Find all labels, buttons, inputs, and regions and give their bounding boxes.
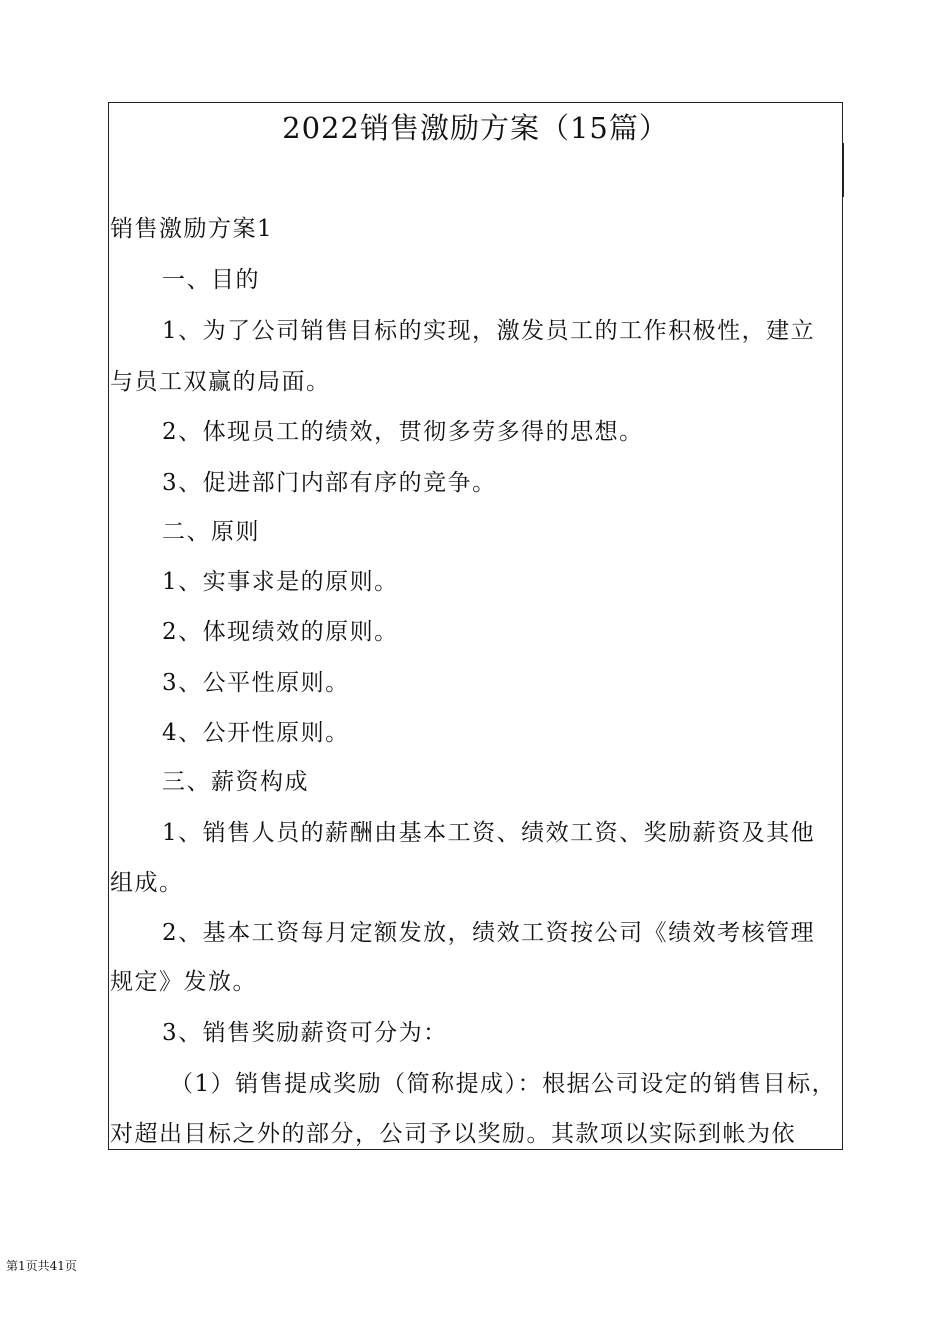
paragraph-line: 3、公平性原则。 [162,670,350,696]
paragraph-line: 3、销售奖励薪资可分为： [162,1020,448,1046]
paragraph-line: 1、为了公司销售目标的实现，激发员工的工作积极性，建立 [162,318,816,344]
margin-mark [842,143,844,197]
paragraph-line: 2、体现员工的绩效，贯彻多劳多得的思想。 [162,419,644,445]
heading-purpose: 一、目的 [162,267,260,293]
document-title: 2022销售激励方案（15篇） [282,111,669,145]
paragraph-line: 2、体现绩效的原则。 [162,619,399,645]
paragraph-line: 4、公开性原则。 [162,720,350,746]
paragraph-line: 对超出目标之外的部分，公司予以奖励。其款项以实际到帐为依 [110,1121,796,1147]
page-number-footer: 第1页共41页 [6,1259,77,1273]
paragraph-line: 1、实事求是的原则。 [162,569,399,595]
paragraph-line: 规定》发放。 [110,969,257,995]
paragraph-line: 与员工双赢的局面。 [110,369,331,395]
paragraph-line: 1、销售人员的薪酬由基本工资、绩效工资、奖励薪资及其他 [162,820,816,846]
section-heading: 销售激励方案1 [110,216,274,242]
paragraph-line: 3、促进部门内部有序的竞争。 [162,470,497,496]
heading-salary-structure: 三、薪资构成 [162,769,309,795]
paragraph-line: 组成。 [110,870,184,896]
paragraph-line: 2、基本工资每月定额发放，绩效工资按公司《绩效考核管理 [162,920,816,946]
heading-principles: 二、原则 [162,519,260,545]
paragraph-line: （1）销售提成奖励（简称提成）：根据公司设定的销售目标， [170,1071,837,1097]
